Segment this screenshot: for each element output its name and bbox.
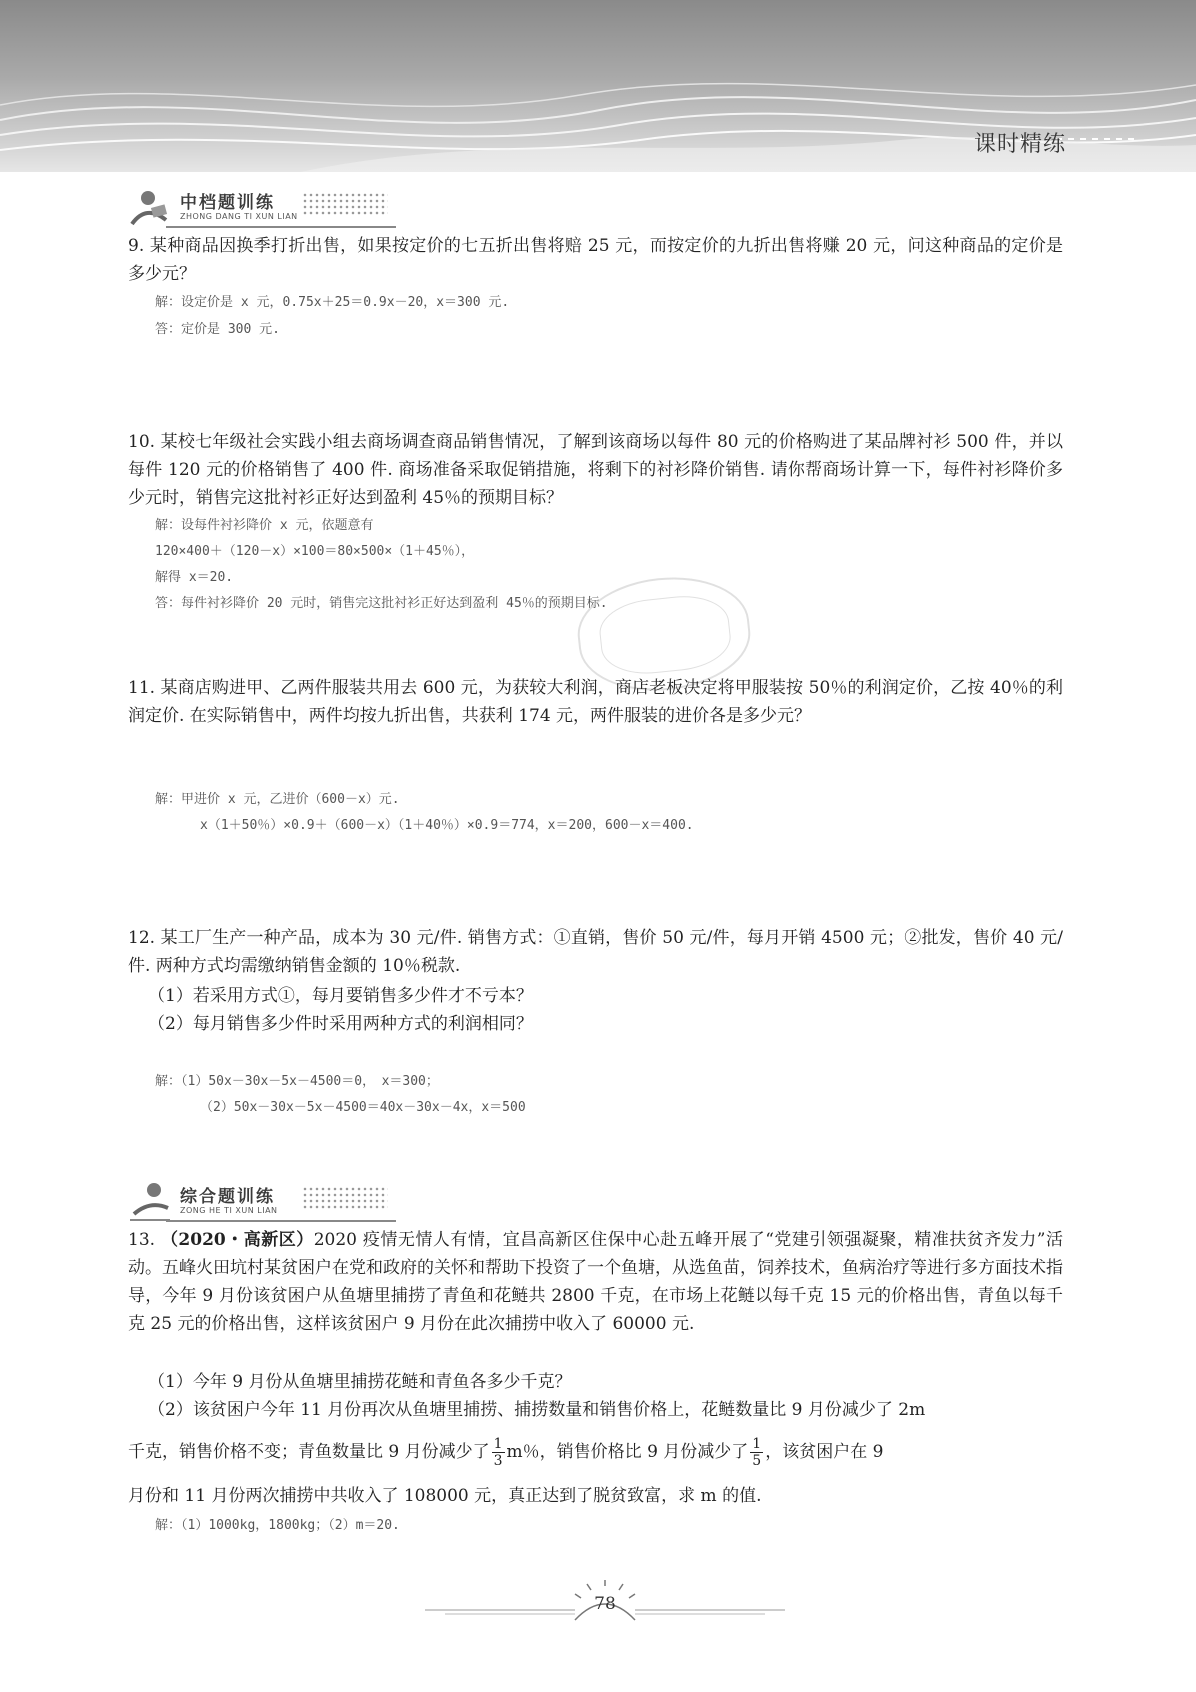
fraction-denominator: 5 — [752, 1453, 762, 1469]
answer-10-line-1: 解：设每件衬衫降价 x 元，依题意有 — [155, 518, 374, 533]
question-9: 9. 某种商品因换季打折出售，如果按定价的七五折出售将赔 25 元，而按定价的九折出售将赚 20 元，问这种商品的定价是多少元？ — [128, 236, 1063, 284]
text-segment: m％，销售价格比 9 月份减少了 — [506, 1442, 749, 1462]
question-12-part-2: （2）每月销售多少件时采用两种方式的利润相同？ — [148, 1014, 533, 1034]
answer-10-line-3: 解得 x＝20. — [155, 570, 234, 585]
section-title: 中档题训练 — [180, 193, 275, 213]
answer-10-line-2: 120×400＋（120－x）×100＝80×500×（1＋45％）， — [155, 544, 475, 559]
answer-13: 解：（1）1000kg，1800kg；（2）m＝20. — [155, 1518, 400, 1533]
section-subtitle: ZONG HE TI XUN LIAN — [180, 1206, 278, 1215]
figure-icon — [126, 1178, 174, 1222]
header-title: 课时精练 — [973, 132, 1066, 157]
question-13-part-2-line-3: 月份和 11 月份两次捕捞中共收入了 108000 元，真正达到了脱贫致富，求 m 的值. — [128, 1486, 762, 1506]
fraction-numerator: 1 — [752, 1436, 762, 1452]
section-banner-medium — [126, 184, 396, 230]
dot-pattern — [302, 1186, 388, 1210]
question-13-part-2-line-2 — [128, 1436, 1063, 1469]
answer-9-line-1: 解：设定价是 x 元，0.75x＋25＝0.9x－20，x＝300 元. — [155, 295, 510, 310]
dot-pattern — [302, 192, 388, 216]
page-number: 78 — [594, 1594, 616, 1614]
banner-divider — [166, 1220, 396, 1222]
section-subtitle: ZHONG DANG TI XUN LIAN — [180, 212, 298, 221]
answer-12-line-1: 解：（1）50x－30x－5x－4500＝0， x＝300； — [155, 1074, 439, 1089]
question-10: 10. 某校七年级社会实践小组去商场调查商品销售情况，了解到该商场以每件 80 元的价格购进了某品牌衬衫 500 件，并以每件 120 元的价格销售了 400 件. 商场准备采取促销措施，将剩下的衬衫降价销售. 请你帮商场计算一下，每件衬衫降价多少元时，销售完这批衬衫正好达到盈利 45％的预期目标？ — [128, 432, 1063, 508]
question-13-part-1: （1）今年 9 月份从鱼塘里捕捞花鲢和青鱼各多少千克？ — [148, 1372, 572, 1392]
question-12: 12. 某工厂生产一种产品，成本为 30 元/件. 销售方式：①直销，售价 50 元/件，每月开销 4500 元；②批发，售价 40 元/件. 两种方式均需缴纳销售金额的 10％税款. — [128, 928, 1063, 976]
question-13-part-2-line-1: （2）该贫困户今年 11 月份再次从鱼塘里捕捞、捕捞数量和销售价格上，花鲢数量比 9 月份减少了 2m — [148, 1400, 926, 1420]
question-11: 11. 某商店购进甲、乙两件服装共用去 600 元，为获较大利润，商店老板决定将甲服装按 50％的利润定价，乙按 40％的利润定价. 在实际销售中，两件均按九折出售，共获利 174 元，两件服装的进价各是多少元？ — [128, 678, 1063, 726]
text-segment: ，该贫困户在 9 — [765, 1442, 884, 1462]
answer-9-line-2: 答：定价是 300 元. — [155, 322, 280, 337]
page-header — [0, 0, 1196, 172]
answer-12-line-2: （2）50x－30x－5x－4500＝40x－30x－4x，x＝500 — [200, 1100, 526, 1115]
question-13-number: 13. — [128, 1230, 161, 1250]
question-12-part-1: （1）若采用方式①，每月要销售多少件才不亏本？ — [148, 986, 533, 1006]
fraction-denominator: 3 — [493, 1453, 503, 1469]
text-segment: 千克，销售价格不变；青鱼数量比 9 月份减少了 — [128, 1442, 490, 1462]
section-banner-comprehensive — [126, 1178, 396, 1224]
question-13-body: 2020 疫情无情人有情，宜昌高新区住保中心赴五峰开展了“党建引领强凝聚，精准扶贫齐发力”活动。五峰火田坑村某贫困户在党和政府的关怀和帮助下投资了一个鱼塘，从选鱼苗，饲养技术，鱼病治疗等进行多方面技术指导，今年 9 月份该贫困户从鱼塘里捕捞了青鱼和花鲢共 2800 千克，在市场上花鲢以每千克 15 元的价格出售，青鱼以每千克 25 元的价格出售，这样该贫困户 9 月份在此次捕捞中收入了 60000 元. — [128, 1230, 1063, 1334]
answer-11-line-1: 解：甲进价 x 元，乙进价（600－x）元. — [155, 792, 400, 807]
section-title: 综合题训练 — [180, 1187, 275, 1207]
fraction-one-fifth — [750, 1436, 763, 1469]
stamp-inner-ring — [597, 591, 734, 678]
banner-divider — [166, 226, 396, 228]
answer-10-line-4: 答：每件衬衫降价 20 元时，销售完这批衬衫正好达到盈利 45％的预期目标. — [155, 596, 608, 611]
question-13-source: （2020・高新区） — [160, 1230, 314, 1250]
answer-11-line-2: x（1＋50％）×0.9＋（600－x）（1＋40％）×0.9＝774，x＝200，600－x＝400. — [200, 818, 694, 833]
question-13 — [128, 1226, 1063, 1338]
fraction-numerator: 1 — [493, 1436, 503, 1452]
fraction-one-third — [492, 1436, 505, 1469]
reader-icon — [126, 184, 174, 228]
page-footer — [425, 1580, 785, 1630]
